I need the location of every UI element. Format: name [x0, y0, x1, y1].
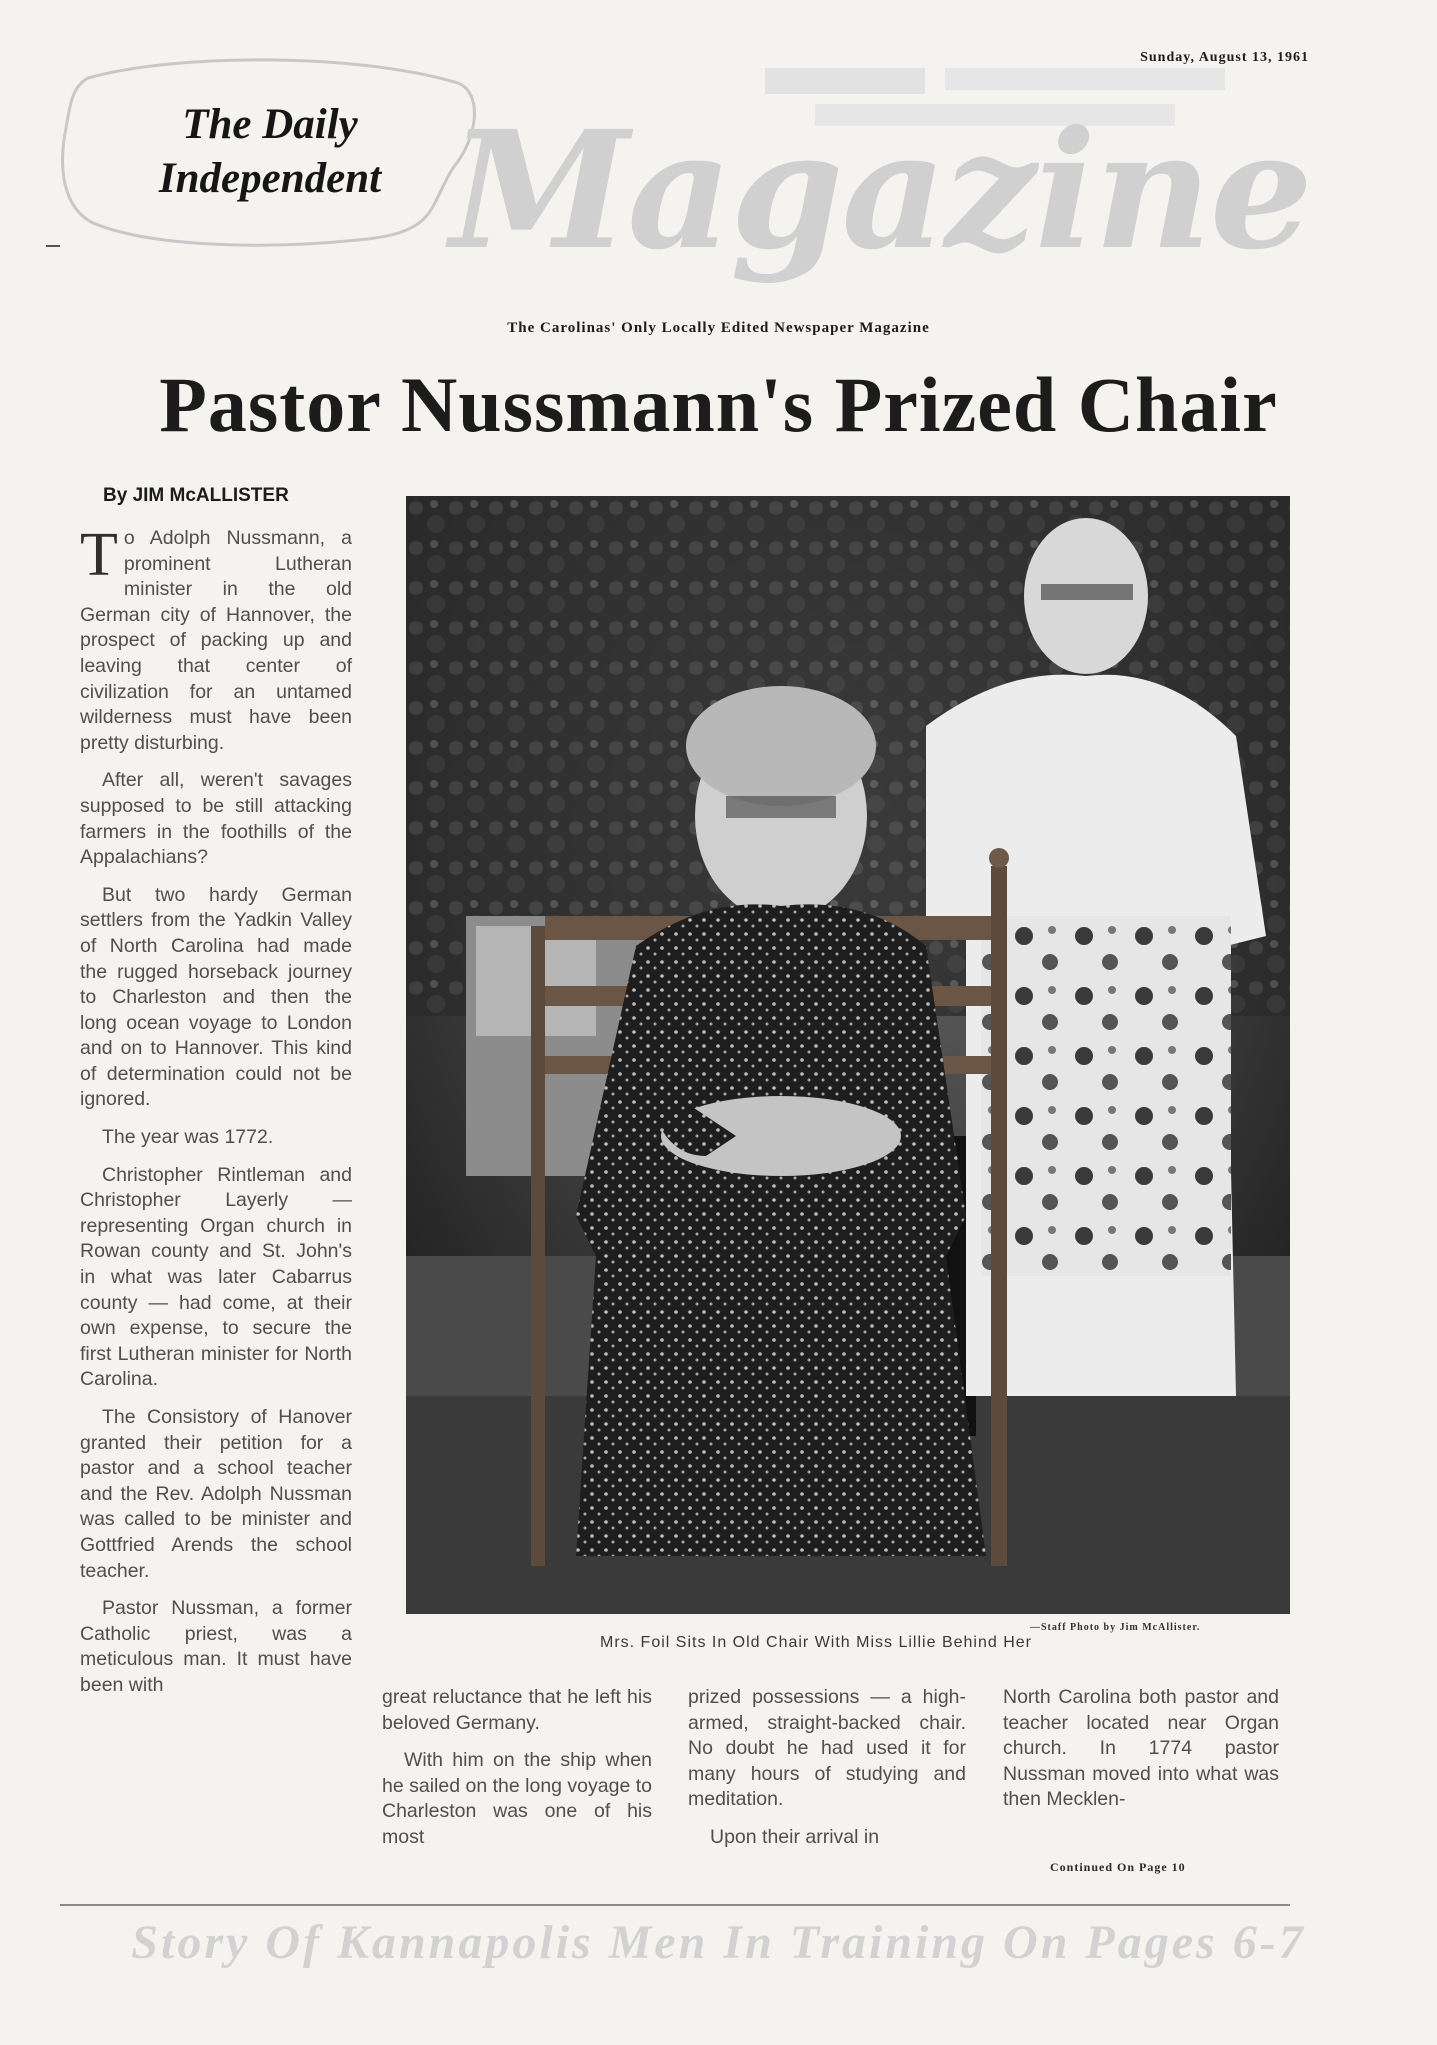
article-paragraph: Pastor Nussman, a former Catholic priest, was a meticulous man. It must have been with — [80, 1597, 352, 1696]
masthead-logo-title — [120, 98, 420, 206]
logo-line-1: The Daily — [182, 101, 358, 148]
footer-divider — [60, 1904, 1290, 1906]
continued-notice: Continued On Page 10 — [1050, 1860, 1186, 1874]
article-paragraph: To Adolph Nussmann, a prominent Lutheran minister in the old German city of Hannover, the prospect of packing up and leaving that center of civilization for an untamed wilderness must have been pretty disturbing. — [80, 521, 352, 754]
masthead-tagline: The Carolinas' Only Locally Edited Newspaper Magazine — [507, 320, 930, 336]
article-column-4 — [1003, 1685, 1279, 1825]
article-paragraph: After all, weren't savages supposed to be still attacking farmers in the foothills of the Appalachians? — [80, 769, 352, 869]
article-headline: Pastor Nussmann's Prized Chair — [159, 361, 1278, 448]
logo-line-2: Independent — [158, 155, 382, 202]
article-paragraph: The Consistory of Hanover granted their petition for a pastor and a school teacher and the Rev. Adolph Nussman was called to be minister and Gottfried Arends the school teacher. — [80, 1406, 352, 1582]
photo-illustration — [406, 496, 1290, 1614]
article-paragraph: great reluctance that he left his beloved Germany. — [382, 1686, 652, 1734]
article-paragraph: But two hardy German settlers from the Yadkin Valley of North Carolina had made the rugged horseback journey to Charleston and then the long ocean voyage to London and on to Hannover. This kind of determination could not be ignored. — [80, 883, 352, 1111]
article-byline: By JIM McALLISTER — [103, 485, 289, 506]
magazine-wordmark: Magazine — [450, 96, 1311, 286]
photo-credit: —Staff Photo by Jim McAllister. — [1030, 1622, 1201, 1633]
article-paragraph: Upon their arrival in — [710, 1825, 880, 1848]
article-column-3 — [688, 1685, 966, 1863]
photo-caption: Mrs. Foil Sits In Old Chair With Miss Lillie Behind Her — [600, 1634, 1032, 1651]
article-paragraph: With him on the ship when he sailed on the long voyage to Charleston was one of his most — [382, 1749, 652, 1848]
article-column-1 — [80, 521, 352, 1711]
issue-date: Sunday, August 13, 1961 — [1140, 50, 1309, 65]
article-paragraph: The year was 1772. — [102, 1126, 274, 1149]
drop-cap: T — [80, 521, 118, 589]
margin-tick — [46, 245, 60, 247]
article-column-2 — [382, 1685, 652, 1863]
article-paragraph: Christopher Rintleman and Christopher Layerly — representing Organ church in Rowan county and St. John's in what was later Cabarrus county — had come, at their own expense, to secure the first Lutheran minister for North Carolina. — [80, 1163, 352, 1391]
article-photo — [406, 496, 1290, 1614]
article-paragraph: North Carolina both pastor and teacher located near Organ church. In 1774 pastor Nussman moved into what was then Mecklen- — [1003, 1686, 1279, 1811]
article-paragraph: prized possessions — a high-armed, straight-backed chair. No doubt he had used it for many hours of studying and meditation. — [688, 1686, 966, 1811]
footer-teaser: Story Of Kannapolis Men In Training On Pages 6-7 — [131, 1916, 1306, 1969]
